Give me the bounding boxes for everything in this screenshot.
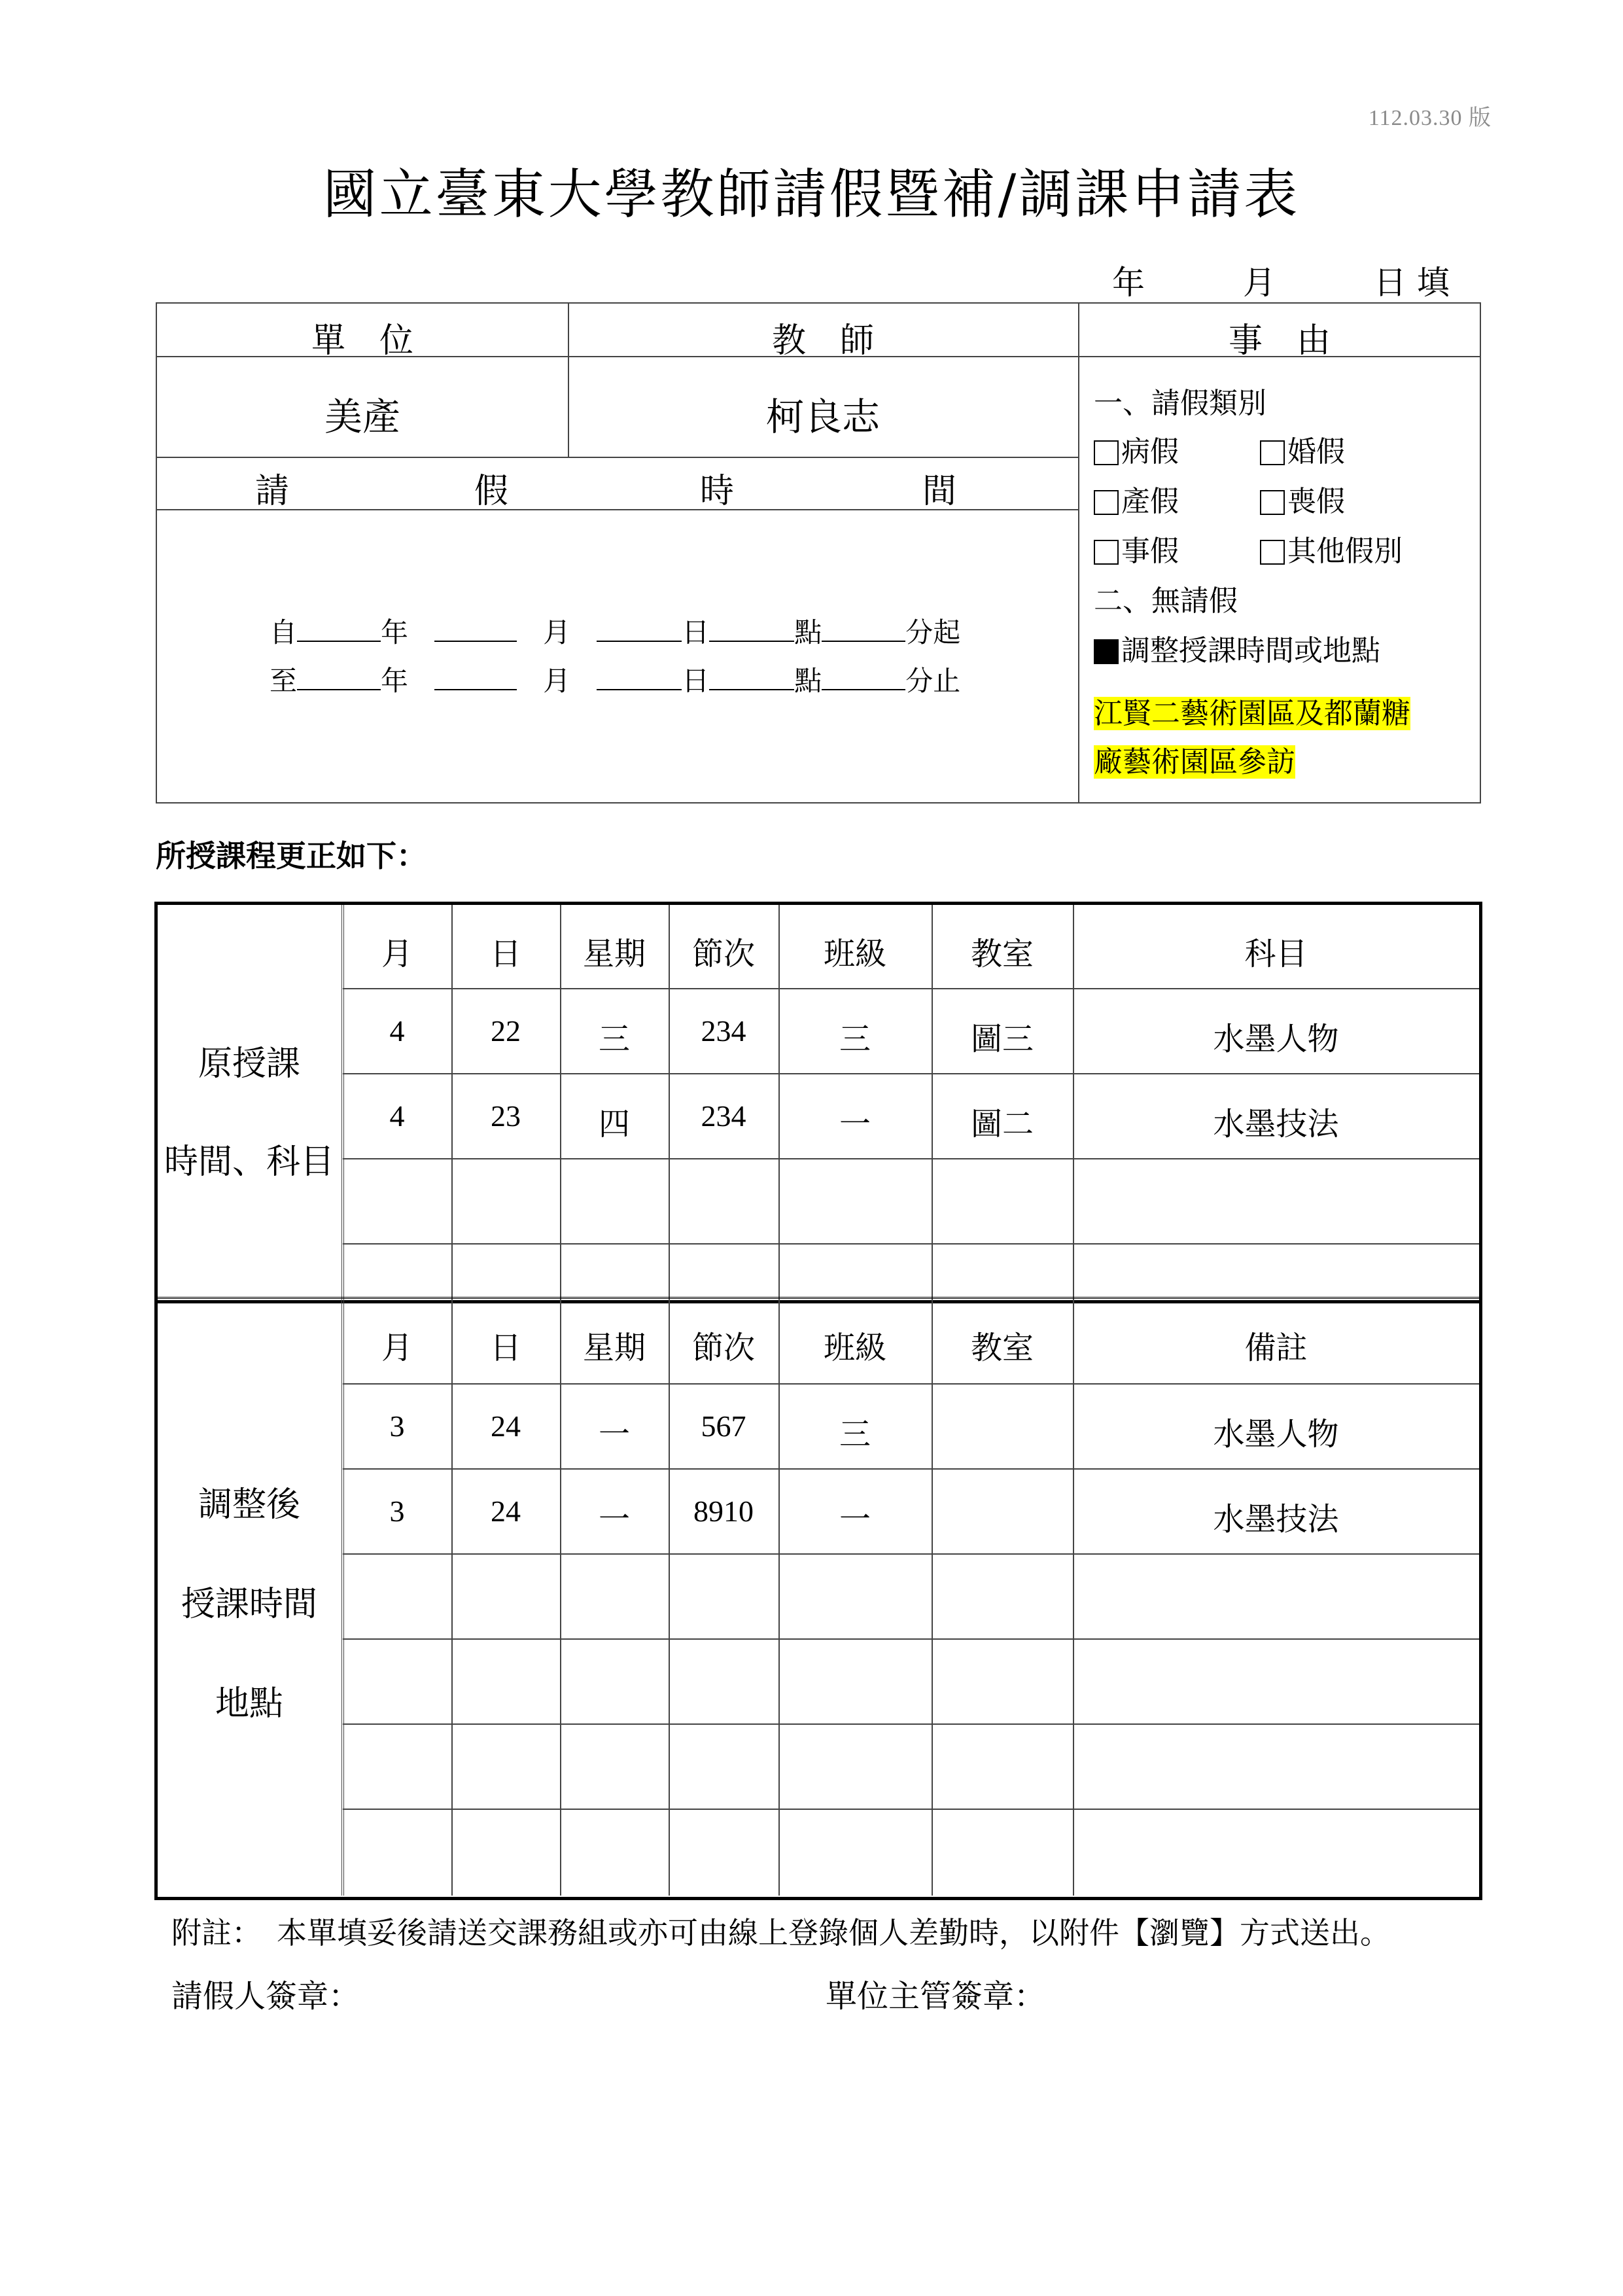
table-cell: 一 (839, 1107, 871, 1142)
table-cell: 三 (839, 1417, 871, 1452)
reason-header: 事 由 (1228, 321, 1331, 361)
header-class: 班級 (823, 1330, 886, 1366)
table-cell: 4 (389, 1014, 405, 1048)
date-month-label: 月 (1243, 264, 1276, 302)
table-cell: 一 (598, 1502, 630, 1537)
table-cell: 一 (598, 1417, 630, 1452)
table-cell: 22 (491, 1014, 521, 1048)
no-leave-heading: 二、無請假 (1094, 584, 1238, 618)
from-hour-blank[interactable] (709, 618, 794, 642)
checkbox-icon[interactable] (1094, 490, 1119, 515)
table-cell: 24 (491, 1494, 521, 1528)
header-weekday: 星期 (582, 1330, 646, 1366)
original-side-label-2: 時間、科目 (164, 1142, 334, 1182)
from-minute-blank[interactable] (822, 618, 905, 642)
checked-checkbox-icon[interactable] (1094, 639, 1119, 664)
leave-type-personal[interactable]: 事假 (1094, 527, 1179, 569)
applicant-signature-label: 請假人簽章： (171, 1979, 360, 2014)
table-cell: 四 (598, 1107, 630, 1142)
adjusted-side-label-2: 授課時間 (181, 1585, 317, 1624)
adjust-option[interactable]: 調整授課時間或地點 (1094, 627, 1380, 669)
leave-from-line: 自 年 月 日 點 分起 (270, 616, 961, 648)
header-room: 教室 (970, 936, 1034, 972)
header-subject: 科目 (1244, 936, 1308, 972)
unit-header: 單 位 (311, 321, 413, 361)
to-minute-blank[interactable] (822, 667, 905, 690)
leave-type-maternity[interactable]: 產假 (1094, 478, 1179, 520)
footnote: 附註： 本單填妥後請送交課務組或亦可由線上登錄個人差勤時，以附件【瀏覽】方式送出。 (171, 1916, 1390, 1950)
table-cell: 水墨技法 (1213, 1107, 1339, 1142)
checkbox-icon[interactable] (1260, 440, 1285, 465)
table-cell: 一 (839, 1502, 871, 1537)
leave-time-char-1: 請 (255, 472, 290, 511)
table-cell: 水墨技法 (1213, 1502, 1339, 1537)
date-day-fill-label: 日 填 (1374, 264, 1450, 302)
header-day: 日 (489, 936, 521, 972)
version-label: 112.03.30 版 (1368, 106, 1492, 130)
table-cell: 234 (701, 1099, 746, 1133)
table-cell: 23 (491, 1099, 521, 1133)
table-cell: 4 (389, 1099, 405, 1133)
leave-type-other[interactable]: 其他假別 (1260, 527, 1403, 569)
header-day: 日 (489, 1330, 521, 1366)
adjusted-side-label-1: 調整後 (198, 1485, 300, 1525)
leave-type-funeral[interactable]: 喪假 (1260, 478, 1345, 520)
form-title: 國立臺東大學教師請假暨補/調課申請表 (323, 164, 1300, 226)
teacher-value: 柯良志 (765, 395, 880, 439)
header-weekday: 星期 (582, 936, 646, 972)
to-day-blank[interactable] (597, 667, 682, 690)
to-month-blank[interactable] (434, 667, 517, 690)
header-remarks: 備註 (1244, 1330, 1308, 1366)
to-year-blank[interactable] (297, 667, 381, 690)
original-course-table (154, 902, 1482, 1303)
table-cell: 圖三 (970, 1022, 1034, 1057)
course-change-title: 所授課程更正如下： (156, 838, 427, 874)
header-month: 月 (381, 1330, 413, 1366)
leave-time-char-4: 間 (922, 472, 957, 511)
leave-type-sick[interactable]: 病假 (1094, 428, 1179, 470)
table-cell: 8910 (693, 1494, 754, 1528)
date-year-label: 年 (1112, 264, 1145, 302)
from-year-blank[interactable] (297, 618, 381, 642)
header-period: 節次 (691, 936, 755, 972)
original-side-label-1: 原授課 (198, 1044, 300, 1084)
to-hour-blank[interactable] (709, 667, 794, 690)
reason-note-line-2: 廠藝術園區參訪 (1094, 745, 1295, 779)
from-month-blank[interactable] (434, 618, 517, 642)
adjusted-course-table (154, 1297, 1482, 1900)
checkbox-icon[interactable] (1094, 540, 1119, 565)
leave-type-heading: 一、請假類別 (1094, 387, 1266, 420)
leave-time-char-2: 假 (474, 472, 509, 511)
leave-type-marriage[interactable]: 婚假 (1260, 428, 1345, 470)
header-period: 節次 (691, 1330, 755, 1366)
checkbox-icon[interactable] (1260, 540, 1285, 565)
header-room: 教室 (970, 1330, 1034, 1366)
header-class: 班級 (823, 936, 886, 972)
supervisor-signature-label: 單位主管簽章： (826, 1979, 1046, 2014)
table-cell: 三 (839, 1022, 871, 1057)
leave-to-line: 至 年 月 日 點 分止 (270, 665, 961, 697)
table-cell: 3 (389, 1494, 405, 1528)
header-month: 月 (381, 936, 413, 972)
from-day-blank[interactable] (597, 618, 682, 642)
reason-note-line-1: 江賢二藝術園區及都蘭糖 (1094, 697, 1410, 730)
checkbox-icon[interactable] (1094, 440, 1119, 465)
table-cell: 24 (491, 1409, 521, 1443)
table-cell: 水墨人物 (1213, 1417, 1339, 1452)
table-cell: 水墨人物 (1213, 1022, 1339, 1057)
leave-time-char-3: 時 (700, 472, 735, 511)
table-cell: 567 (701, 1409, 746, 1443)
table-cell: 3 (389, 1409, 405, 1443)
table-cell: 三 (598, 1022, 630, 1057)
table-cell: 234 (701, 1014, 746, 1048)
adjusted-side-label-3: 地點 (215, 1684, 283, 1723)
teacher-header: 教 師 (771, 321, 874, 361)
unit-value: 美產 (324, 395, 400, 439)
checkbox-icon[interactable] (1260, 490, 1285, 515)
table-cell: 圖二 (970, 1107, 1034, 1142)
